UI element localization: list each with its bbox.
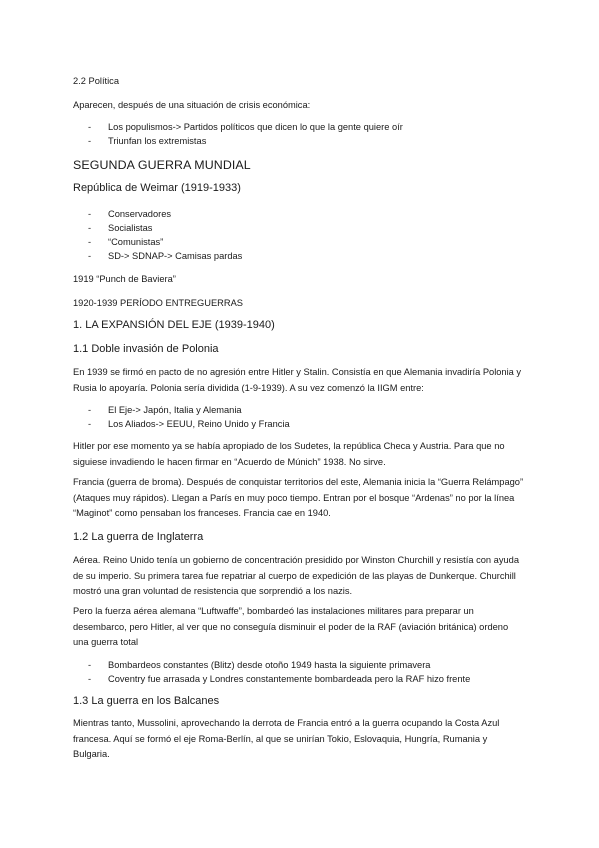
polonia-heading: 1.1 Doble invasión de Polonia — [73, 343, 219, 355]
paragraph: En 1939 se firmó en pacto de no agresión entre Hitler y Stalin. Consistía en que Alemania invadiría Polonia y Rusia lo apoyaría. Polonia sería dividida (1-9-1939). A su vez comenzó la IIGM entre: — [73, 367, 522, 393]
section-heading-2-2: 2.2 Política — [73, 76, 119, 86]
paragraph: 1919 “Punch de Baviera” — [73, 274, 176, 284]
list-item: - SD-> SDNAP-> Camisas pardas — [88, 251, 243, 261]
paragraph: Pero la fuerza aérea alemana “Luftwaffe”, bombardeó las instalaciones militares para preparar un desembarco, pero Hitler, al ver que no conseguía disminuir el poder de la RAF (aviación británica) ordeno una guerra total — [73, 606, 509, 647]
list-item: - Los populismos-> Partidos políticos que dicen lo que la gente quiere oír — [88, 122, 403, 132]
list-item: - “Comunistas” — [88, 237, 164, 247]
list-item: - Conservadores — [88, 209, 172, 219]
paragraph: 1920-1939 PERÍODO ENTREGUERRAS — [73, 298, 243, 308]
paragraph: Mientras tanto, Mussolini, aprovechando la derrota de Francia entró a la guerra ocupando la Costa Azul francesa. Aquí se formó el eje Roma-Berlín, al que se unirían Tokio, Eslovaquia, Hungría, Rumania y Bulgaria. — [73, 718, 500, 759]
inglaterra-heading: 1.2 La guerra de Inglaterra — [73, 531, 204, 543]
list-item: - El Eje-> Japón, Italia y Alemania — [88, 405, 242, 415]
balcanes-heading: 1.3 La guerra en los Balcanes — [73, 695, 220, 707]
weimar-heading: República de Weimar (1919-1933) — [73, 182, 241, 194]
paragraph: Francia (guerra de broma). Después de conquistar territorios del este, Alemania inicia la “Guerra Relámpago” (Ataques muy rápidos). Llegan a París en muy poco tiempo. Entran por el bosque “Ardenas” no por la línea “Maginot” como pensaban los franceses. Francia cae en 1940. — [73, 477, 524, 518]
list-item: - Bombardeos constantes (Blitz) desde otoño 1949 hasta la siguiente primavera — [88, 660, 431, 670]
list-item: - Socialistas — [88, 223, 153, 233]
list-item: - Coventry fue arrasada y Londres constantemente bombardeada pero la RAF hizo frente — [88, 674, 471, 684]
expansion-heading: 1. LA EXPANSIÓN DEL EJE (1939-1940) — [73, 319, 275, 331]
list-item: - Los Aliados-> EEUU, Reino Unido y Francia — [88, 419, 290, 429]
main-title: SEGUNDA GUERRA MUNDIAL — [73, 158, 251, 172]
list-item: - Triunfan los extremistas — [88, 136, 207, 146]
paragraph: Aérea. Reino Unido tenía un gobierno de concentración presidido por Winston Churchill y resistía con ayuda de su imperio. Su primera tarea fue repatriar al cuerpo de expedición de las playas de Dunkerque. Churchill mostró una gran voluntad de resistencia que sorprendió a los nazis. — [73, 555, 519, 596]
paragraph: Hitler por ese momento ya se había apropiado de los Sudetes, la república Checa y Austria. Para que no siguiese invadiendo le hacen firmar en “Acuerdo de Múnich” 1938. No sirve. — [73, 441, 505, 467]
paragraph: Aparecen, después de una situación de crisis económica: — [73, 100, 311, 110]
